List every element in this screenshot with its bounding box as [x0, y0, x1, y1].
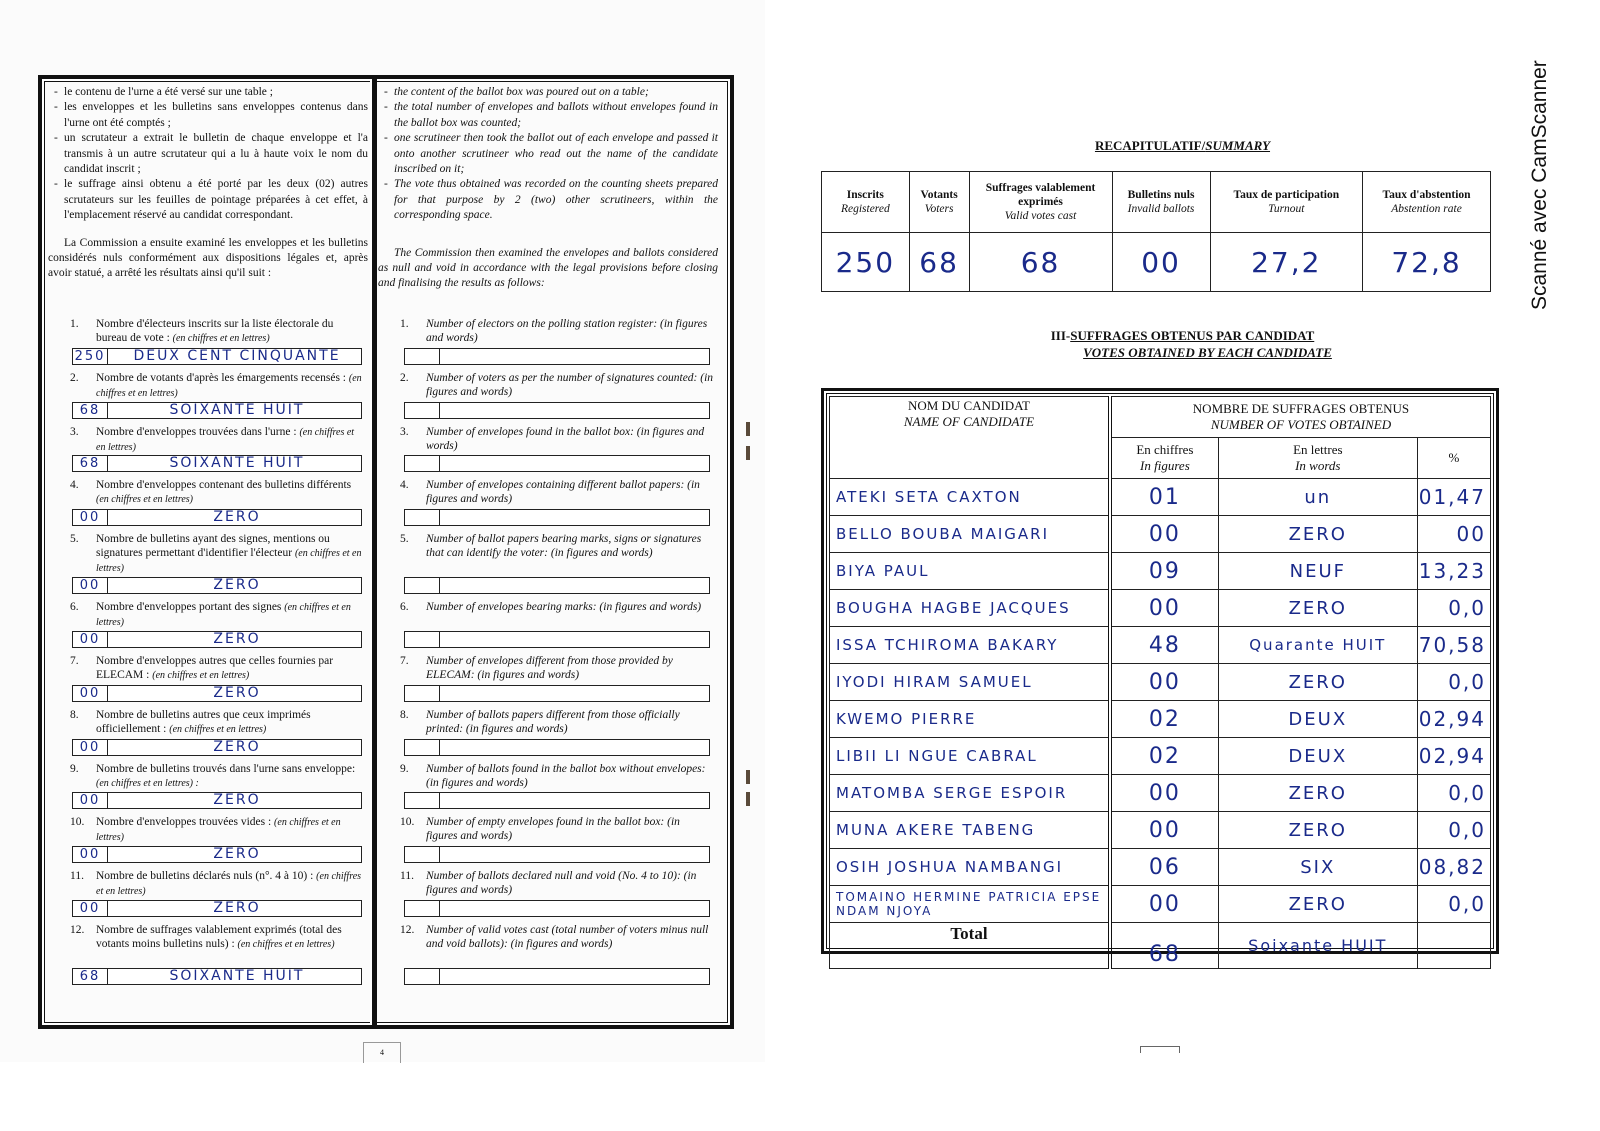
answer-figure [405, 793, 440, 808]
candidate-percent[interactable]: 08,82 [1417, 849, 1490, 886]
candidate-words[interactable]: un [1218, 479, 1417, 516]
candidate-name: ISSA TCHIROMA BAKARY [830, 627, 1110, 664]
form-item-4 [378, 478, 718, 532]
item-number: 10. [70, 816, 85, 829]
intro-bullet: - the content of the ballot box was poured out on a table; [386, 85, 718, 100]
answer-figure: 68 [73, 969, 108, 984]
form-item-2 [378, 371, 718, 425]
summary-title: RECAPITULATIF/SUMMARY [1094, 138, 1271, 153]
candidate-row [830, 590, 1491, 627]
answer-figure [405, 686, 440, 701]
item-label: Nombre de suffrages valablement exprimés (total des votants moins bulletins nuls) : (en chiffres et en lettres) [96, 923, 342, 950]
candidate-figure[interactable]: 09 [1110, 553, 1218, 590]
form-item-6 [378, 600, 718, 654]
form-item-10 [48, 815, 368, 869]
french-intro [48, 85, 368, 282]
candidate-figure[interactable]: 00 [1110, 886, 1218, 923]
answer-figure [405, 403, 440, 418]
section-title: III-SUFFRAGES OBTENUS PAR CANDIDAT VOTES OBTAINED BY EACH CANDIDATE [1050, 328, 1332, 360]
item-number: 9. [400, 762, 409, 775]
answer-field[interactable] [404, 685, 710, 702]
form-item-12 [48, 923, 368, 991]
answer-field[interactable] [404, 631, 710, 648]
candidate-row [830, 738, 1491, 775]
intro-bullet: - The vote thus obtained was recorded on the counting sheets prepared for that purpose by 2 (two) other scrutineers, within the corresponding space. [386, 177, 718, 223]
answer-field[interactable] [72, 509, 362, 526]
item-number: 5. [400, 533, 409, 546]
item-label: Nombre de bulletins déclarés nuls (n°. 4 à 10) : (en chiffres et en lettres) [96, 870, 362, 898]
answer-figure: 68 [73, 456, 108, 471]
candidates-table [829, 396, 1491, 969]
answer-words: ZERO [213, 509, 261, 526]
staple-icon [746, 770, 750, 784]
header-percent: % [1417, 438, 1490, 479]
candidate-words[interactable]: ZERO [1218, 886, 1417, 923]
answer-words: ZERO [213, 738, 261, 755]
summary-header-registered: Inscrits Registered [822, 172, 910, 233]
candidate-figure[interactable]: 00 [1110, 812, 1218, 849]
item-number: 7. [70, 654, 79, 667]
item-number: 2. [400, 371, 409, 384]
candidate-row [830, 553, 1491, 590]
answer-words: DEUX CENT CINQUANTE [133, 347, 341, 364]
candidate-figure[interactable]: 00 [1110, 516, 1218, 553]
summary-valid-votes-value[interactable]: 68 [969, 233, 1112, 292]
item-label: Number of envelopes found in the ballot box: (in figures and words) [426, 425, 705, 452]
answer-words: SOIXANTE HUIT [169, 967, 305, 984]
item-number: 7. [400, 654, 409, 667]
answer-field[interactable] [404, 402, 710, 419]
form-item-7 [378, 654, 718, 708]
item-number: 6. [400, 601, 409, 614]
candidate-words[interactable]: ZERO [1218, 664, 1417, 701]
item-label: Number of valid votes cast (total number of voters minus null and void ballots): (in figures and words) [426, 923, 709, 950]
intro-bullet: - les enveloppes et les bulletins sans enveloppes contenus dans l'urne ont été comptés ; [56, 100, 368, 131]
answer-words: SOIXANTE HUIT [169, 455, 305, 472]
answer-field[interactable] [404, 577, 710, 594]
candidate-row [830, 516, 1491, 553]
answer-words: SOIXANTE HUIT [169, 401, 305, 418]
form-item-3 [48, 425, 368, 479]
item-label: Number of ballots declared null and void (No. 4 to 10): (in figures and words) [426, 870, 697, 897]
answer-field[interactable] [72, 631, 362, 648]
answer-figure [405, 740, 440, 755]
candidate-figure[interactable]: 06 [1110, 849, 1218, 886]
total-words[interactable]: Soixante HUIT [1218, 923, 1417, 969]
candidate-row [830, 812, 1491, 849]
column-divider [370, 79, 377, 1025]
intro-bullet: - le contenu de l'urne a été versé sur une table ; [56, 85, 368, 100]
intro-bullet: - le suffrage ainsi obtenu a été porté par les deux (02) autres scrutateurs sur les feuilles de pointage préparées à cet effet, à l'emplacement réservé au candidat correspondant. [56, 177, 368, 223]
summary-abstention-value[interactable]: 72,8 [1363, 233, 1491, 292]
summary-header-voters: Votants Voters [909, 172, 969, 233]
candidate-name: BELLO BOUBA MAIGARI [830, 516, 1110, 553]
intro-bullet: - un scrutateur a extrait le bulletin de chaque enveloppe et l'a transmis à un autre scrutateur qui a lu à haute voix le nom du candidat inscrit ; [56, 131, 368, 177]
item-label: Nombre de bulletins autres que ceux imprimés officiellement : (en chiffres et en lettres) [96, 708, 311, 735]
candidate-name: OSIH JOSHUA NAMBANGI [830, 849, 1110, 886]
candidate-row [830, 479, 1491, 516]
right-page [765, 0, 1600, 1062]
candidate-words[interactable]: Quarante HUIT [1218, 627, 1417, 664]
summary-table [821, 171, 1491, 292]
english-items [378, 317, 718, 991]
scanner-watermark: Scanné avec CamScanner [1528, 60, 1551, 310]
answer-figure [405, 847, 440, 862]
answer-field[interactable] [404, 348, 710, 365]
item-number: 12. [70, 923, 85, 936]
total-label: Total [830, 923, 1110, 969]
candidate-row [830, 627, 1491, 664]
answer-field[interactable] [72, 348, 362, 365]
summary-header-invalid: Bulletins nuls Invalid ballots [1112, 172, 1210, 233]
answer-figure: 250 [73, 349, 108, 364]
french-items [48, 317, 368, 991]
staple-icon [746, 422, 750, 436]
item-number: 11. [70, 870, 84, 883]
answer-field[interactable] [72, 846, 362, 863]
candidate-name: BIYA PAUL [830, 553, 1110, 590]
answer-figure: 68 [73, 403, 108, 418]
answer-field[interactable] [72, 792, 362, 809]
candidate-percent[interactable]: 0,0 [1417, 590, 1490, 627]
answer-field[interactable] [72, 455, 362, 472]
item-label: Number of ballots papers different from those officially printed: (in figures and words) [426, 708, 680, 735]
page-tab [1140, 1046, 1180, 1053]
candidate-words[interactable]: DEUX [1218, 701, 1417, 738]
summary-invalid-value[interactable]: 00 [1112, 233, 1210, 292]
candidate-percent[interactable]: 0,0 [1417, 775, 1490, 812]
candidate-row [830, 664, 1491, 701]
answer-field[interactable] [72, 685, 362, 702]
summary-header-valid-votes: Suffrages valablement exprimés Valid votes cast [969, 172, 1112, 233]
candidate-percent[interactable]: 02,94 [1417, 738, 1490, 775]
answer-words: ZERO [213, 792, 261, 809]
candidate-name: ATEKI SETA CAXTON [830, 479, 1110, 516]
answer-field[interactable] [404, 792, 710, 809]
answer-field[interactable] [72, 402, 362, 419]
staple-icon [746, 792, 750, 806]
intro-bullet: - the total number of envelopes and ballots without envelopes found in the ballot box was counted; [386, 100, 718, 131]
item-number: 12. [400, 923, 415, 936]
answer-figure: 00 [73, 510, 108, 525]
staple-icon [746, 446, 750, 460]
intro-bullet: - one scrutineer then took the ballot out of each envelope and passed it onto another scrutineer who read out the name of the candidate inscribed on it; [386, 131, 718, 177]
header-candidate-name: NOM DU CANDIDAT NAME OF CANDIDATE [830, 397, 1110, 479]
candidate-percent[interactable]: 70,58 [1417, 627, 1490, 664]
answer-figure: 00 [73, 632, 108, 647]
candidate-name: MATOMBA SERGE ESPOIR [830, 775, 1110, 812]
item-number: 2. [70, 371, 79, 384]
candidate-figure[interactable]: 02 [1110, 701, 1218, 738]
answer-field[interactable] [72, 900, 362, 917]
item-number: 1. [400, 318, 409, 330]
english-column [378, 85, 718, 1019]
candidate-words[interactable]: ZERO [1218, 775, 1417, 812]
answer-field[interactable] [404, 509, 710, 526]
item-number: 6. [70, 601, 79, 614]
candidate-row [830, 886, 1491, 923]
item-label: Number of ballots found in the ballot box without envelopes: (in figures and words) [426, 762, 706, 789]
candidate-percent[interactable]: 0,0 [1417, 812, 1490, 849]
answer-field[interactable] [404, 900, 710, 917]
answer-field[interactable] [404, 968, 710, 985]
header-in-words: En lettres In words [1218, 438, 1417, 479]
candidate-percent[interactable]: 0,0 [1417, 886, 1490, 923]
item-label: Nombre de votants d'après les émargements recensés : (en chiffres et en lettres) [96, 371, 362, 399]
summary-voters-value[interactable]: 68 [909, 233, 969, 292]
answer-figure: 00 [73, 740, 108, 755]
answer-field[interactable] [404, 455, 710, 472]
form-item-3 [378, 425, 718, 479]
summary-turnout-value[interactable]: 27,2 [1210, 233, 1363, 292]
item-label: Number of envelopes different from those provided by ELECAM: (in figures and words) [426, 654, 673, 681]
item-label: Nombre de bulletins trouvés dans l'urne sans enveloppe: (en chiffres et en lettres) : [96, 762, 356, 789]
answer-words: ZERO [213, 630, 261, 647]
candidate-figure[interactable]: 00 [1110, 664, 1218, 701]
candidate-row [830, 775, 1491, 812]
form-item-5 [48, 532, 368, 600]
answer-figure: 00 [73, 901, 108, 916]
candidate-figure[interactable]: 01 [1110, 479, 1218, 516]
candidate-words[interactable]: SIX [1218, 849, 1417, 886]
answer-figure: 00 [73, 578, 108, 593]
answer-words: ZERO [213, 899, 261, 916]
left-page [0, 0, 765, 1062]
answer-field[interactable] [72, 739, 362, 756]
item-number: 3. [70, 425, 79, 438]
candidate-name: LIBII LI NGUE CABRAL [830, 738, 1110, 775]
form-item-9 [48, 762, 368, 816]
candidate-words[interactable]: ZERO [1218, 812, 1417, 849]
answer-figure: 00 [73, 847, 108, 862]
form-item-1 [378, 317, 718, 371]
candidate-words[interactable]: ZERO [1218, 516, 1417, 553]
item-number: 3. [400, 425, 409, 438]
item-label: Nombre de bulletins ayant des signes, mentions ou signatures permettant d'identifier l'électeur (en chiffres et en lettres) [96, 533, 362, 575]
item-label: Number of voters as per the number of signatures counted: (in figures and words) [426, 371, 714, 398]
form-item-10 [378, 815, 718, 869]
answer-field[interactable] [404, 846, 710, 863]
candidate-words[interactable]: DEUX [1218, 738, 1417, 775]
english-intro [378, 85, 718, 292]
answer-figure: 00 [73, 686, 108, 701]
candidate-row [830, 849, 1491, 886]
answer-field[interactable] [404, 739, 710, 756]
candidates-frame [821, 388, 1499, 967]
candidate-percent[interactable]: 0,0 [1417, 664, 1490, 701]
form-item-2 [48, 371, 368, 425]
intro-paragraph: The Commission then examined the envelopes and ballots considered as null and void in accordance with the legal provisions before closing and finalising the results as follows: [378, 246, 718, 290]
item-number: 11. [400, 870, 414, 883]
item-label: Number of empty envelopes found in the ballot box: (in figures and words) [426, 816, 680, 843]
form-item-9 [378, 762, 718, 816]
total-figure[interactable]: 68 [1110, 923, 1218, 969]
total-row [830, 923, 1491, 969]
form-item-4 [48, 478, 368, 532]
item-label: Number of envelopes bearing marks: (in figures and words) [426, 601, 702, 614]
form-item-12 [378, 923, 718, 991]
item-number: 4. [400, 479, 409, 492]
item-number: 9. [70, 762, 79, 775]
item-number: 5. [70, 533, 79, 546]
answer-figure: 00 [73, 793, 108, 808]
candidate-figure[interactable]: 00 [1110, 590, 1218, 627]
total-percent[interactable] [1417, 923, 1490, 969]
item-label: Number of envelopes containing different ballot papers: (in figures and words) [426, 479, 700, 506]
item-label: Nombre d'enveloppes trouvées vides : (en chiffres et en lettres) [96, 816, 341, 844]
answer-figure [405, 456, 440, 471]
candidate-percent[interactable]: 01,47 [1417, 479, 1490, 516]
answer-field[interactable] [72, 577, 362, 594]
candidate-row [830, 701, 1491, 738]
candidate-figure[interactable]: 00 [1110, 775, 1218, 812]
candidate-name: BOUGHA HAGBE JACQUES [830, 590, 1110, 627]
item-label: Nombre d'électeurs inscrits sur la liste électorale du bureau de vote : (en chiffres et en lettres) [96, 318, 334, 344]
answer-figure [405, 349, 440, 364]
item-number: 8. [70, 708, 79, 721]
item-number: 8. [400, 708, 409, 721]
header-votes-obtained: NOMBRE DE SUFFRAGES OBTENUS NUMBER OF VOTES OBTAINED [1110, 397, 1491, 438]
form-item-11 [378, 869, 718, 923]
form-item-6 [48, 600, 368, 654]
item-label: Nombre d'enveloppes portant des signes (en chiffres et en lettres) [96, 601, 351, 629]
candidate-name: TOMAINO HERMINE PATRICIA EPSE NDAM NJOYA [830, 886, 1110, 923]
summary-registered-value[interactable]: 250 [822, 233, 910, 292]
form-item-8 [378, 708, 718, 762]
french-column [48, 85, 368, 1019]
form-item-11 [48, 869, 368, 923]
answer-words: ZERO [213, 846, 261, 863]
form-item-5 [378, 532, 718, 600]
item-label: Number of ballot papers bearing marks, signs or signatures that can identify the voter: (in figures and words) [426, 533, 702, 560]
form-item-7 [48, 654, 368, 708]
answer-figure [405, 578, 440, 593]
item-number: 10. [400, 816, 415, 829]
item-number: 1. [70, 318, 79, 330]
item-label: Nombre d'enveloppes contenant des bulletins différents (en chiffres et en lettres) [96, 479, 352, 506]
answer-words: ZERO [213, 577, 261, 594]
answer-figure [405, 969, 440, 984]
form-item-1 [48, 317, 368, 371]
candidate-percent[interactable]: 13,23 [1417, 553, 1490, 590]
answer-words: ZERO [213, 684, 261, 701]
summary-header-abstention: Taux d'abstention Abstention rate [1363, 172, 1491, 233]
form-item-8 [48, 708, 368, 762]
item-number: 4. [70, 479, 79, 492]
answer-figure [405, 632, 440, 647]
summary-header-turnout: Taux de participation Turnout [1210, 172, 1363, 233]
answer-figure [405, 901, 440, 916]
page-number: 4 [363, 1042, 401, 1063]
intro-paragraph: La Commission a ensuite examiné les enveloppes et les bulletins considérés nuls conformément aux dispositions légales et, après avoir statué, a arrêté les résultats ainsi qu'il suit : [48, 236, 368, 280]
item-label: Nombre d'enveloppes autres que celles fournies par ELECAM : (en chiffres et en lettres) [96, 654, 334, 681]
item-label: Number of electors on the polling station register: (in figures and words) [426, 318, 708, 344]
candidate-percent[interactable]: 00 [1417, 516, 1490, 553]
candidate-percent[interactable]: 02,94 [1417, 701, 1490, 738]
candidate-words[interactable]: ZERO [1218, 590, 1417, 627]
candidate-name: IYODI HIRAM SAMUEL [830, 664, 1110, 701]
item-label: Nombre d'enveloppes trouvées dans l'urne : (en chiffres et en lettres) [96, 425, 355, 453]
candidate-figure[interactable]: 02 [1110, 738, 1218, 775]
answer-field[interactable] [72, 968, 362, 985]
candidate-words[interactable]: NEUF [1218, 553, 1417, 590]
counting-form-frame [38, 75, 734, 1029]
header-in-figures: En chiffres In figures [1110, 438, 1218, 479]
candidate-figure[interactable]: 48 [1110, 627, 1218, 664]
candidate-name: MUNA AKERE TABENG [830, 812, 1110, 849]
answer-figure [405, 510, 440, 525]
candidate-name: KWEMO PIERRE [830, 701, 1110, 738]
